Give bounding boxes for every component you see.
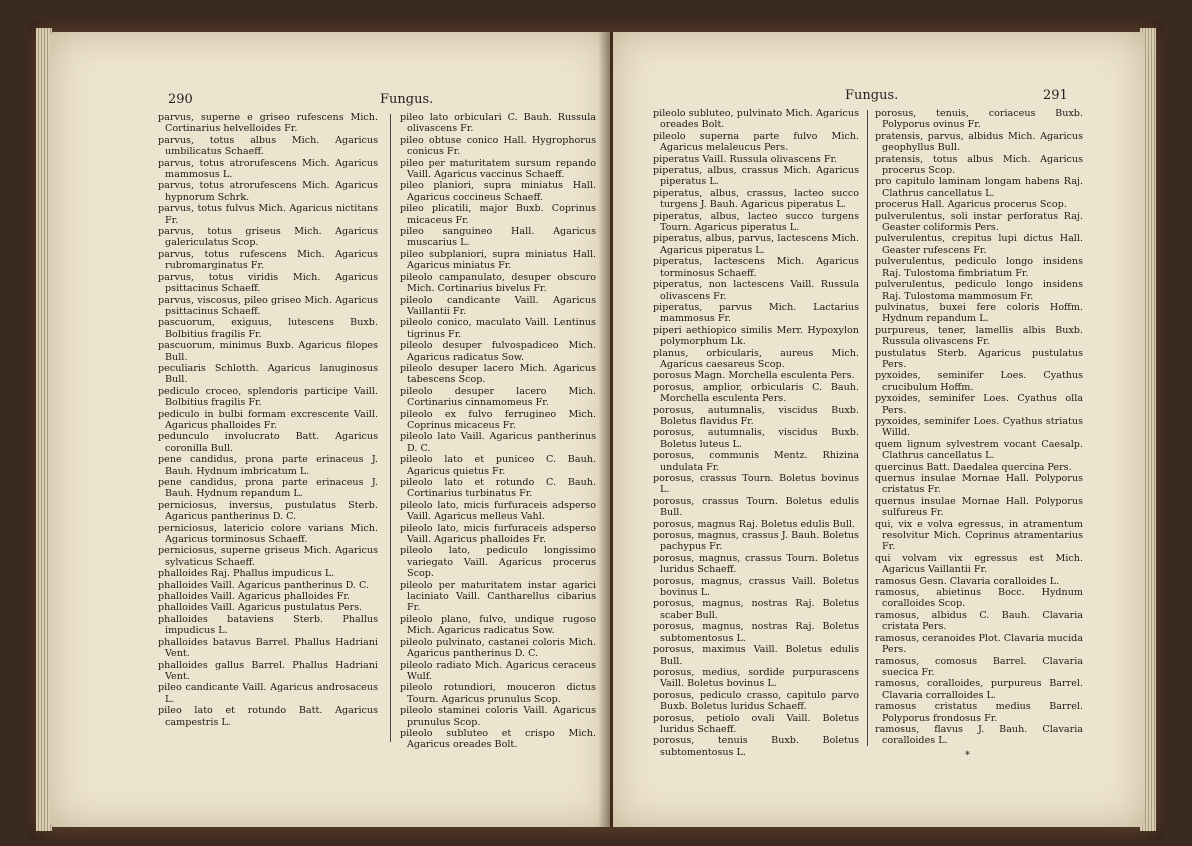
index-entry: porosus, autumnalis, viscidus Buxb. Boletus flavidus Fr. <box>653 404 859 427</box>
index-entry: pileo obtuse conico Hall. Hygrophorus conicus Fr. <box>400 134 596 158</box>
index-entry: pyxoides, seminifer Loes. Cyathus striatus Willd. <box>875 415 1083 439</box>
index-entry: porosus, amplior, orbicularis C. Bauh. Morchella esculenta Pers. <box>653 381 859 405</box>
index-entry: porosus, medius, sordide purpurascens Vaill. Boletus bovinus L. <box>653 666 859 690</box>
index-entry: parvus, viscosus, pileo griseo Mich. Agaricus psittacinus Schaeff. <box>158 294 378 317</box>
index-entry: pileo sanguineo Hall. Agaricus muscarius L. <box>400 226 596 249</box>
index-entry: ramosus Gesn. Clavaria coralloides L. <box>875 575 1060 587</box>
index-entry: pratensis, parvus, albidus Mich. Agaricus geophyllus Bull. <box>875 130 1083 154</box>
left-column-2 <box>400 112 596 751</box>
index-entry: pulverulentus, pediculo longo insidens Raj. Tulostoma mammosum Fr. <box>875 279 1083 302</box>
index-entry: parvus, totus fulvus Mich. Agaricus nictitans Fr. <box>158 203 378 226</box>
index-entry: piperatus, albus, crassus, lacteo succo turgens J. Bauh. Agaricus piperatus L. <box>653 187 859 211</box>
index-entry: pileolo lato Vaill. Agaricus pantherinus D. C. <box>400 431 596 454</box>
index-entry: pulverulentus, soli instar perforatus Raj. Geaster coliformis Pers. <box>875 210 1083 234</box>
index-entry: quem lignum sylvestrem vocant Caesalp. Clathrus cancellatus L. <box>875 438 1083 462</box>
index-entry: pediculo in bulbi formam excrescente Vaill. Agaricus phalloides Fr. <box>158 408 378 431</box>
index-entry: porosus, tenuis, coriaceus Buxb. Polyporus ovinus Fr. <box>875 108 1083 131</box>
index-entry: porosus, magnus, crassus Tourn. Boletus luridus Schaeff. <box>653 552 859 576</box>
index-entry: piperatus Vaill. Russula olivascens Fr. <box>653 153 838 165</box>
index-entry: pileolo desuper lacero Mich. Agaricus tabescens Scop. <box>400 362 596 386</box>
left-running-head: Fungus. <box>380 92 434 107</box>
index-entry: pileolo desuper lacero Mich. Cortinarius cinnamomeus Fr. <box>400 385 596 409</box>
index-entry: pileo planiori, supra miniatus Hall. Agaricus coccineus Schaeff. <box>400 180 596 203</box>
index-entry: pedunculo involucrato Batt. Agaricus coronilla Bull. <box>158 431 378 454</box>
right-running-head: Fungus. <box>845 88 899 103</box>
index-entry: parvus, totus albus Mich. Agaricus umbilicatus Schaeff. <box>158 134 378 158</box>
index-entry: piperi aethiopico similis Merr. Hypoxylon polymorphum Lk. <box>653 324 859 348</box>
index-entry: pileolo lato, micis furfuraceis adsperso Vaill. Agaricus phalloides Fr. <box>400 522 596 546</box>
index-entry: porosus, magnus, nostras Raj. Boletus scaber Bull. <box>653 598 859 621</box>
index-entry: pileo subplaniori, supra miniatus Hall. Agaricus miniatus Fr. <box>400 248 596 272</box>
index-entry: porosus Magn. Morchella esculenta Pers. <box>653 370 855 382</box>
left-page-number: 290 <box>168 92 193 107</box>
index-entry: ramosus cristatus medius Barrel. Polyporus frondosus Fr. <box>875 701 1083 724</box>
index-entry: phalloides gallus Barrel. Phallus Hadriani Vent. <box>158 659 378 682</box>
open-book <box>28 20 1164 840</box>
index-entry: qui, vix e volva egressus, in atramentum resolvitur Mich. Coprinus atramentarius Fr. <box>875 518 1083 553</box>
index-entry: pileolo lato et rotundo C. Bauh. Cortinarius turbinatus Fr. <box>400 477 596 500</box>
index-entry: pileolo staminei coloris Vaill. Agaricus prunulus Scop. <box>400 705 596 728</box>
index-entry: pileo per maturitatem sursum repando Vaill. Agaricus vaccinus Schaeff. <box>400 157 596 181</box>
right-column-1 <box>653 108 859 758</box>
index-entry: planus, orbicularis, aureus Mich. Agaricus caesareus Scop. <box>653 347 859 370</box>
index-entry: pileolo subluteo et crispo Mich. Agaricus oreades Bolt. <box>400 727 596 751</box>
index-entry: parvus, totus atrorufescens Mich. Agaricus hypnorum Schrk. <box>158 180 378 203</box>
index-entry: phalloides Vaill. Agaricus pustulatus Pers. <box>158 602 363 614</box>
index-entry: piperatus, lactescens Mich. Agaricus torminosus Schaeff. <box>653 256 859 279</box>
right-column-2 <box>875 108 1083 747</box>
index-entry: pratensis, totus albus Mich. Agaricus procerus Scop. <box>875 153 1083 177</box>
index-entry: porosus, magnus, crassus J. Bauh. Boletus pachypus Fr. <box>653 530 859 553</box>
index-entry: quernus insulae Mornae Hall. Polyporus sulfureus Fr. <box>875 495 1083 519</box>
index-entry: pileo plicatili, major Buxb. Coprinus micaceus Fr. <box>400 203 596 226</box>
index-entry: porosus, communis Mentz. Rhizina undulata Fr. <box>653 450 859 473</box>
index-entry: parvus, totus viridis Mich. Agaricus psittacinus Schaeff. <box>158 271 378 295</box>
index-entry: porosus, petiolo ovali Vaill. Boletus luridus Schaeff. <box>653 712 859 735</box>
index-entry: pileolo conico, maculato Vaill. Lentinus tigrinus Fr. <box>400 317 596 340</box>
index-entry: pascuorum, exiguus, lutescens Buxb. Bolbitius fragilis Fr. <box>158 317 378 340</box>
index-entry: phalloides Vaill. Agaricus pantherinus D. C. <box>158 579 370 591</box>
index-entry: piperatus, parvus Mich. Lactarius mammosus Fr. <box>653 301 859 325</box>
index-entry: ramosus, ceranoides Plot. Clavaria mucida Pers. <box>875 632 1083 656</box>
index-entry: piperatus, albus, crassus Mich. Agaricus piperatus L. <box>653 165 859 188</box>
index-entry: perniciosus, inversus, pustulatus Sterb. Agaricus pantherinus D. C. <box>158 499 378 523</box>
index-entry: pediculo croceo, splendoris participe Vaill. Bolbitius fragilis Fr. <box>158 385 378 409</box>
index-entry: piperatus, albus, lacteo succo turgens Tourn. Agaricus piperatus L. <box>653 210 859 234</box>
index-entry: pileolo radiato Mich. Agaricus ceraceus Wulf. <box>400 659 596 682</box>
index-entry: porosus, magnus, nostras Raj. Boletus subtomentosus L. <box>653 621 859 644</box>
index-entry: quercinus Batt. Daedalea quercina Pers. <box>875 461 1072 473</box>
index-entry: porosus, magnus Raj. Boletus edulis Bull. <box>653 518 856 530</box>
index-entry: pileo candicante Vaill. Agaricus androsaceus L. <box>158 682 378 705</box>
index-entry: ramosus, coralloides, purpureus Barrel. Clavaria corralloides L. <box>875 678 1083 701</box>
index-entry: pulverulentus, pediculo longo insidens Raj. Tulostoma fimbriatum Fr. <box>875 256 1083 279</box>
index-entry: phalloides Vaill. Agaricus phalloides Fr. <box>158 591 350 603</box>
index-entry: pileolo subluteo, pulvinato Mich. Agaricus oreades Bolt. <box>653 108 859 131</box>
index-entry: ramosus, albidus C. Bauh. Clavaria cristata Pers. <box>875 609 1083 633</box>
index-entry: porosus, crassus Tourn. Boletus edulis Bull. <box>653 495 859 519</box>
index-entry: pustulatus Sterb. Agaricus pustulatus Pers. <box>875 347 1083 370</box>
index-entry: porosus, tenuis Buxb. Boletus subtomentosus L. <box>653 735 859 758</box>
index-entry: phalloides Raj. Phallus impudicus L. <box>158 568 335 580</box>
index-entry: pene candidus, prona parte erinaceus J. Bauh. Hydnum repandum L. <box>158 477 378 500</box>
index-entry: pileo lato orbiculari C. Bauh. Russula olivascens Fr. <box>400 112 596 135</box>
index-entry: pileolo lato et puniceo C. Bauh. Agaricus quietus Fr. <box>400 454 596 477</box>
index-entry: pileo lato et rotundo Batt. Agaricus campestris L. <box>158 705 378 728</box>
index-entry: pileolo pulvinato, castanei coloris Mich. Agaricus pantherinus D. C. <box>400 636 596 660</box>
index-entry: pileolo lato, pediculo longissimo variegato Vaill. Agaricus procerus Scop. <box>400 545 596 580</box>
column-divider <box>390 114 391 742</box>
index-entry: phalloides bataviens Sterb. Phallus impudicus L. <box>158 613 378 637</box>
left-page <box>50 32 610 827</box>
index-entry: porosus, pediculo crasso, capitulo parvo Buxb. Boletus luridus Schaeff. <box>653 689 859 713</box>
index-entry: phalloides batavus Barrel. Phallus Hadriani Vent. <box>158 636 378 660</box>
index-entry: parvus, superne e griseo rufescens Mich. Cortinarius helvelloides Fr. <box>158 112 378 135</box>
index-entry: quernus insulae Mornae Hall. Polyporus cristatus Fr. <box>875 473 1083 496</box>
index-entry: ramosus, flavus J. Bauh. Clavaria coralloides L. <box>875 723 1083 747</box>
index-entry: pulverulentus, crepitus lupi dictus Hall. Geaster rufescens Fr. <box>875 233 1083 256</box>
index-entry: pileolo plano, fulvo, undique rugoso Mich. Agaricus radicatus Sow. <box>400 613 596 637</box>
index-entry: pyxoides, seminifer Loes. Cyathus olla Pers. <box>875 393 1083 416</box>
index-entry: ramosus, comosus Barrel. Clavaria suecica Fr. <box>875 655 1083 678</box>
index-entry: pascuorum, minimus Buxb. Agaricus filopes Bull. <box>158 340 378 363</box>
index-entry: porosus, magnus, crassus Vaill. Boletus bovinus L. <box>653 575 859 599</box>
index-entry: parvus, totus griseus Mich. Agaricus galericulatus Scop. <box>158 226 378 249</box>
index-entry: pulvinatus, buxei fere coloris Hoffm. Hydnum repandum L. <box>875 301 1083 325</box>
index-entry: pileolo ex fulvo ferrugineo Mich. Coprinus micaceus Fr. <box>400 408 596 431</box>
column-divider <box>867 110 868 746</box>
index-entry: perniciosus, latericio colore varians Mich. Agaricus torminosus Schaeff. <box>158 522 378 546</box>
index-entry: piperatus, albus, parvus, lactescens Mich. Agaricus piperatus L. <box>653 233 859 256</box>
index-entry: qui volvam vix egressus est Mich. Agaricus Vaillantii Fr. <box>875 552 1083 576</box>
index-entry: porosus, maximus Vaill. Boletus edulis Bull. <box>653 644 859 667</box>
index-entry: pileolo candicante Vaill. Agaricus Vaillantii Fr. <box>400 294 596 317</box>
index-entry: perniciosus, superne griseus Mich. Agaricus sylvaticus Schaeff. <box>158 545 378 568</box>
index-entry: pene candidus, prona parte erinaceus J. Bauh. Hydnum imbricatum L. <box>158 454 378 477</box>
footer-mark: * <box>965 750 970 761</box>
index-entry: pileolo per maturitatem instar agarici laciniato Vaill. Cantharellus cibarius Fr. <box>400 579 596 614</box>
index-entry: parvus, totus atrorufescens Mich. Agaricus mammosus L. <box>158 157 378 181</box>
index-entry: pileolo rotundiori, mouceron dictus Tourn. Agaricus prunulus Scop. <box>400 682 596 705</box>
index-entry: porosus, crassus Tourn. Boletus bovinus L. <box>653 473 859 496</box>
right-page <box>613 32 1145 827</box>
index-entry: pileolo campanulato, desuper obscuro Mich. Cortinarius bivelus Fr. <box>400 271 596 295</box>
right-page-number: 291 <box>1043 88 1068 103</box>
index-entry: purpureus, tener, lamellis albis Buxb. Russula olivascens Fr. <box>875 324 1083 348</box>
index-entry: peculiaris Schlotth. Agaricus lanuginosus Bull. <box>158 362 378 386</box>
index-entry: piperatus, non lactescens Vaill. Russula olivascens Fr. <box>653 279 859 302</box>
index-entry: pyxoides, seminifer Loes. Cyathus crucibulum Hoffm. <box>875 370 1083 393</box>
index-entry: pro capitulo laminam longam habens Raj. Clathrus cancellatus L. <box>875 176 1083 199</box>
index-entry: porosus, autumnalis, viscidus Buxb. Boletus luteus L. <box>653 427 859 450</box>
left-column-1 <box>158 112 378 728</box>
index-entry: ramosus, abietinus Bocc. Hydnum coralloides Scop. <box>875 587 1083 610</box>
index-entry: procerus Hall. Agaricus procerus Scop. <box>875 199 1067 211</box>
index-entry: parvus, totus rufescens Mich. Agaricus rubromarginatus Fr. <box>158 248 378 272</box>
index-entry: pileolo desuper fulvospadiceo Mich. Agaricus radicatus Sow. <box>400 340 596 363</box>
index-entry: pileolo lato, micis furfuraceis adsperso Vaill. Agaricus melleus Vahl. <box>400 499 596 523</box>
index-entry: pileolo superna parte fulvo Mich. Agaricus melaleucus Pers. <box>653 130 859 154</box>
